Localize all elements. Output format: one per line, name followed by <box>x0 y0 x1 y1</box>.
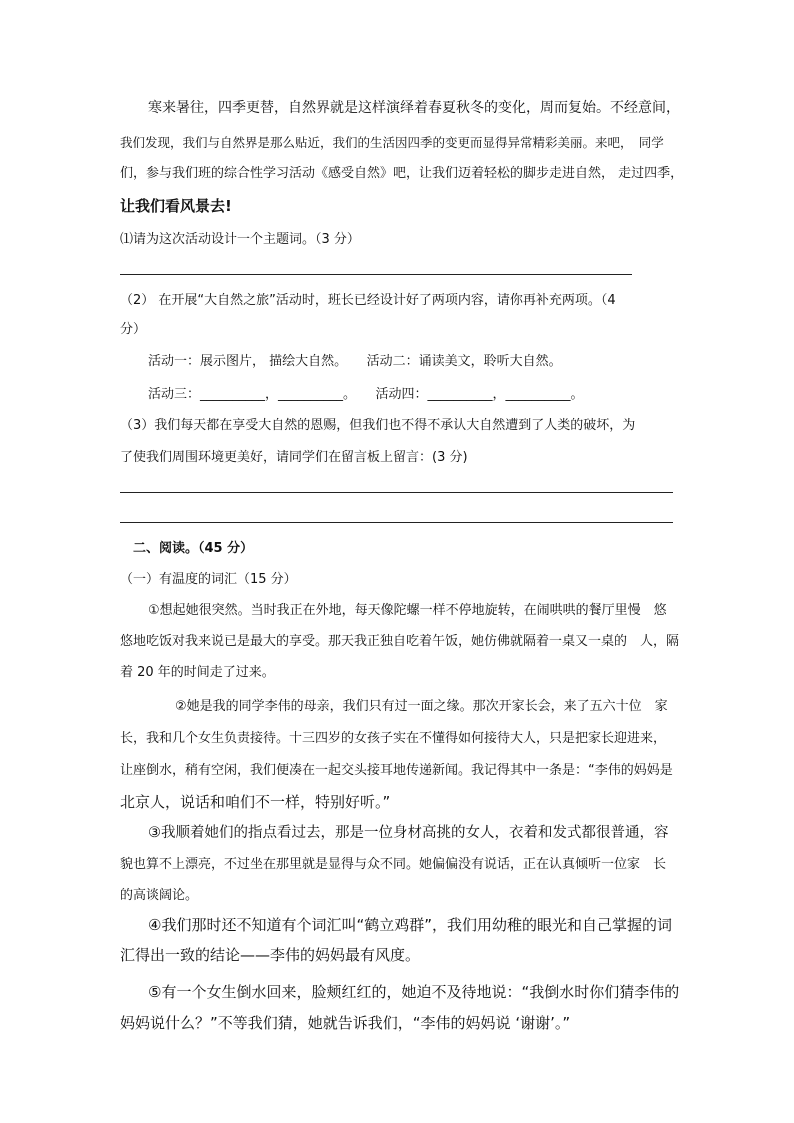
answer-line-q3-2 <box>120 522 673 523</box>
passage-p5-line-2: 妈妈说什么？”不等我们猜，她就告诉我们，“李伟的妈妈说 ‘谢谢’。” <box>120 1014 571 1032</box>
intro-line-4: 让我们看风景去! <box>120 197 232 215</box>
passage-p3-line-1: ③我顺着她们的指点看过去，那是一位身材高挑的女人，衣着和发式都很普通，容 <box>148 825 669 841</box>
passage-p1-line-3: 着 20 年的时间走了过来。 <box>120 665 275 680</box>
passage-p4-line-2: 汇得出一致的结论——李伟的妈妈最有风度。 <box>120 946 421 964</box>
question-3-line-1: （3）我们每天都在享受大自然的恩赐，但我们也不得不承认大自然遭到了人类的破坏，为 <box>120 418 636 433</box>
intro-line-1: 寒来暑往，四季更替，自然界就是这样演绎着春夏秋冬的变化，周而复始。不经意间， <box>148 100 680 116</box>
part-1-title: （一）有温度的词汇（15 分） <box>120 572 297 587</box>
intro-line-3: 们，参与我们班的综合性学习活动《感受自然》吧，让我们迈着轻松的脚步走进自然， 走过四季， <box>120 166 684 181</box>
section-2-title: 二、阅读。（45 分） <box>133 541 254 556</box>
passage-p2-line-3: 让座倒水，稍有空闲，我们便凑在一起交头接耳地传递新闻。我记得其中一条是：“李伟的妈妈是 <box>120 763 673 778</box>
question-1: ⑴请为这次活动设计一个主题词。（3 分） <box>120 232 360 247</box>
passage-p2-line-2: 长，我和几个女生负责接待。十三四岁的女孩子实在不懂得如何接待大人，只是把家长迎进来， <box>120 731 667 746</box>
question-2-line-2: 分） <box>120 322 147 337</box>
answer-line-q1 <box>120 274 632 275</box>
passage-p3-line-2: 貌也算不上漂亮，不过坐在那里就是显得与众不同。她偏偏没有说话，正在认真倾听一位家 长 <box>120 857 667 872</box>
intro-line-2: 我们发现，我们与自然界是那么贴近，我们的生活因四季的变更而显得异常精彩美丽。来吧， 同学 <box>120 135 664 150</box>
passage-p2-line-1: ②她是我的同学李伟的母亲，我们只有过一面之缘。那次开家长会，来了五六十位 家 <box>175 699 668 714</box>
answer-line-q3-1 <box>120 492 673 493</box>
passage-p1-line-2: 悠地吃饭对我来说已是最大的享受。那天我正独自吃着午饭，她仿佛就隔着一桌又一桌的 人，隔 <box>120 634 680 649</box>
question-2-line-1: （2） 在开展“大自然之旅”活动时，班长已经设计好了两项内容，请你再补充两项。（4 <box>120 293 616 308</box>
question-3-line-2: 了使我们周围环境更美好，请同学们在留言板上留言：(3 分) <box>120 450 468 465</box>
passage-p1-line-1: ①想起她很突然。当时我正在外地，每天像陀螺一样不停地旋转，在闹哄哄的餐厅里慢 悠 <box>148 603 667 618</box>
question-2-activities-row-1: 活动一：展示图片， 描绘大自然。 活动二：诵读美文，聆听大自然。 <box>148 354 562 369</box>
question-2-activities-row-2: 活动三：__________，__________。 活动四：__________，__________。 <box>148 387 584 402</box>
passage-p3-line-3: 的高谈阔论。 <box>120 888 199 903</box>
passage-p5-line-1: ⑤有一个女生倒水回来，脸颊红红的，她迫不及待地说：“我倒水时你们猜李伟的 <box>148 983 680 1001</box>
passage-p4-line-1: ④我们那时还不知道有个词汇叫“鹤立鸡群”，我们用幼稚的眼光和自己掌握的词 <box>148 916 672 934</box>
passage-p2-line-4: 北京人，说话和咱们不一样，特别好听。” <box>120 793 391 811</box>
